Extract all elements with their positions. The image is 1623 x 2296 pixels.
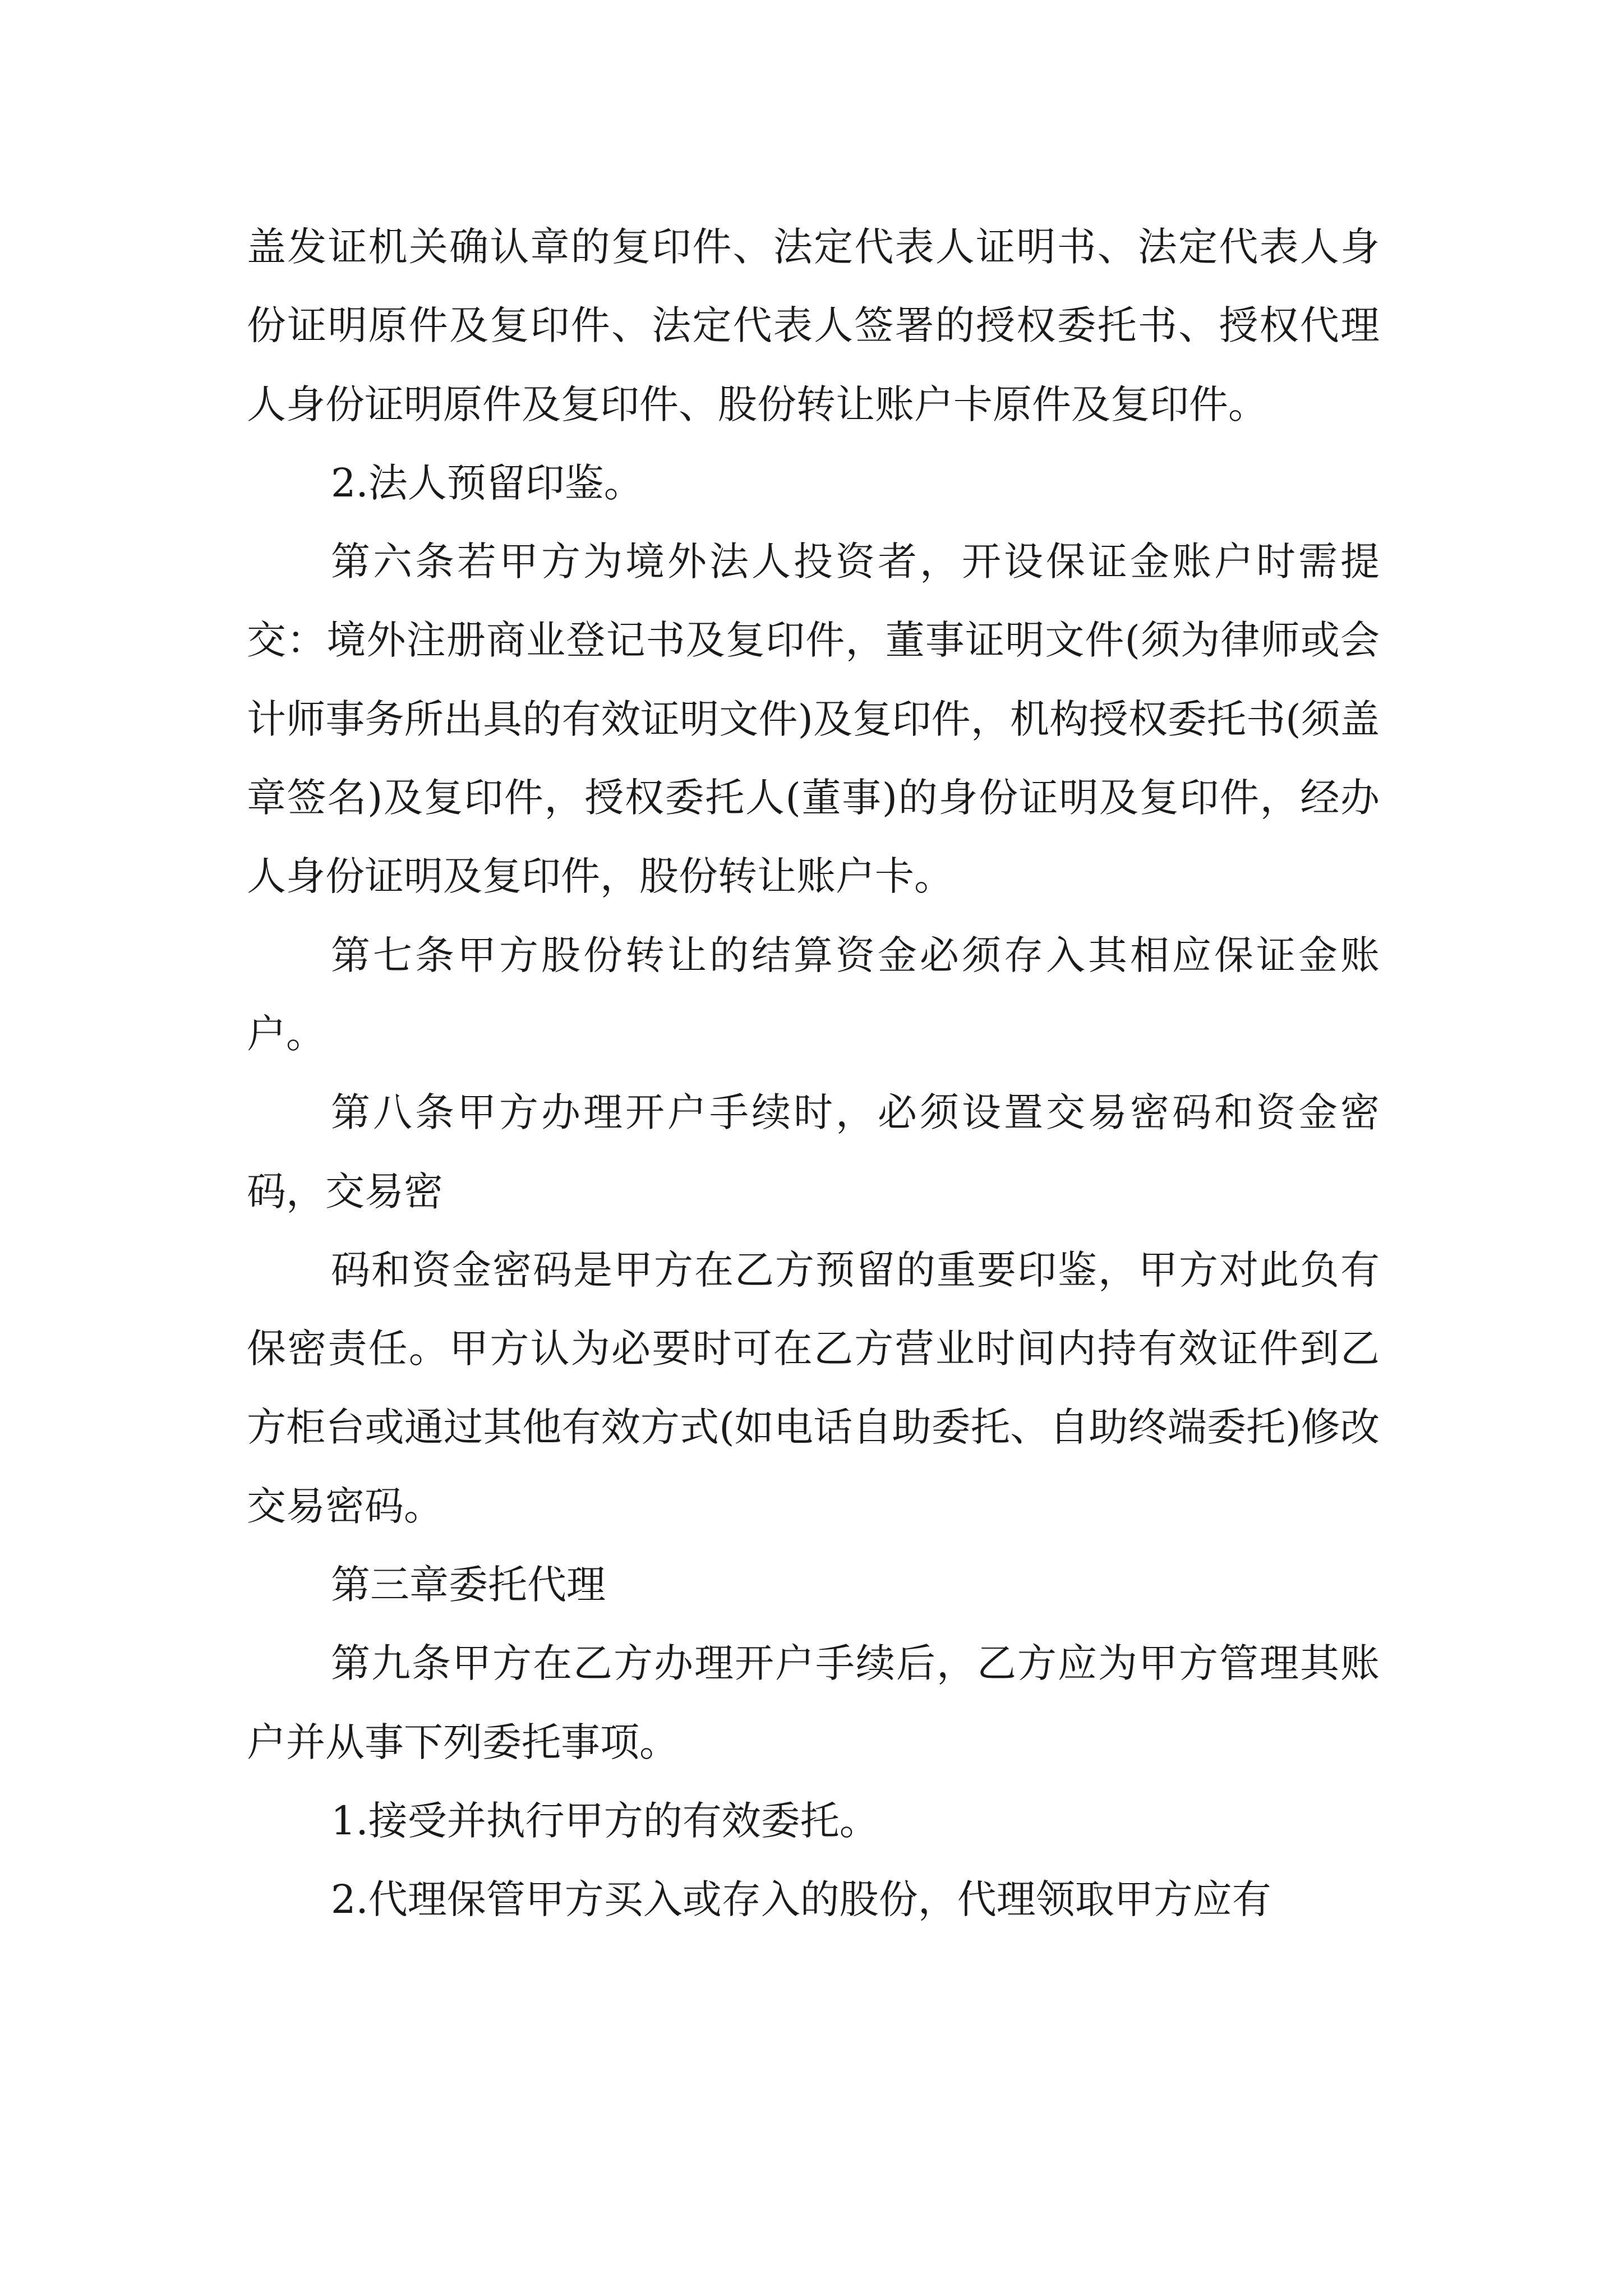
list-item: 1.接受并执行甲方的有效委托。	[331, 1797, 879, 1844]
paragraph: 第六条若甲方为境外法人投资者，开设保证金账户时需提交：境外注册商业登记书及复印件，董事证明文件(须为律师或会计师事务所出具的有效证明文件)及复印件，机构授权委托书(须盖章签名)及复印件，授权委托人(董事)的身份证明及复印件，经办人身份证明及复印件，股份转让账户卡。	[247, 539, 1380, 900]
paragraph: 2.法人预留印鉴。	[331, 459, 643, 506]
paragraph: 盖发证机关确认章的复印件、法定代表人证明书、法定代表人身份证明原件及复印件、法定代表人签署的授权委托书、授权代理人身份证明原件及复印件、股份转让账户卡原件及复印件。	[247, 224, 1380, 427]
paragraph: 第九条甲方在乙方办理开户手续后，乙方应为甲方管理其账户并从事下列委托事项。	[247, 1640, 1380, 1765]
section-heading: 第三章委托代理	[331, 1562, 606, 1608]
list-item: 2.代理保管甲方买入或存入的股份，代理领取甲方应有	[331, 1876, 1271, 1923]
paragraph: 第七条甲方股份转让的结算资金必须存入其相应保证金账户。	[247, 932, 1380, 1057]
paragraph: 码和资金密码是甲方在乙方预留的重要印鉴，甲方对此负有保密责任。甲方认为必要时可在乙方营业时间内持有效证件到乙方柜台或通过其他有效方式(如电话自助委托、自助终端委托)修改交易密码。	[247, 1246, 1380, 1529]
document-body	[247, 208, 1380, 1939]
paragraph: 第八条甲方办理开户手续时，必须设置交易密码和资金密码，交易密	[247, 1089, 1380, 1214]
